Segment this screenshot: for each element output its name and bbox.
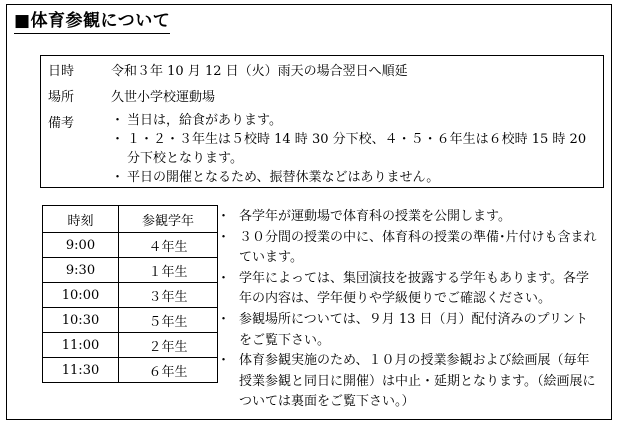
time-cell: 9:00 <box>43 233 119 258</box>
details-list <box>217 207 599 413</box>
detail-text: 各学年が運動場で体育科の授業を公開します。 <box>239 209 511 224</box>
table-row <box>43 333 218 358</box>
time-cell: 10:00 <box>43 283 119 308</box>
date-label: 日時 <box>48 64 75 79</box>
grade-cell: ６年生 <box>119 358 218 383</box>
note-text: 平日の開催となるため、振替休業などはありません。 <box>127 170 440 185</box>
grade-cell: ２年生 <box>119 333 218 358</box>
bullet: ・ <box>217 270 231 286</box>
section-title: ■体育参観について <box>14 10 170 34</box>
info-box <box>40 55 604 188</box>
table-row <box>43 283 218 308</box>
detail-text: 学年によっては、集団演技を披露する学年もあります。各学年の内容は、学年便りや学級便りでご確認ください。 <box>239 270 589 307</box>
table-row <box>43 258 218 283</box>
grade-cell: ４年生 <box>119 233 218 258</box>
table-row <box>43 308 218 333</box>
time-cell: 11:30 <box>43 358 119 383</box>
note-text: １・２・３年生は５校時 14 時 30 分下校、４・５・６年生は６校時 15 時 20 分下校となります。 <box>127 132 587 166</box>
detail-text: 体育参観実施のため、１０月の授業参観および絵画展（毎年授業参観と同日に開催）は中止・延期となります。（絵画展については裏面をご覧下さい。） <box>239 353 596 410</box>
place-label: 場所 <box>48 90 75 105</box>
note-item <box>111 168 597 187</box>
list-item <box>217 207 599 228</box>
list-item <box>217 228 599 269</box>
bullet: ・ <box>111 113 125 128</box>
header-grade: 参観学年 <box>119 206 218 233</box>
bullet: ・ <box>111 132 125 147</box>
header-time: 時刻 <box>43 206 119 233</box>
bullet: ・ <box>217 353 231 369</box>
grade-cell: １年生 <box>119 258 218 283</box>
table-row <box>43 233 218 258</box>
note-item <box>111 130 597 168</box>
bullet: ・ <box>217 209 231 224</box>
detail-text: 参観場所については、９月 13 日（月）配付済みのプリントをご覧下さい。 <box>239 311 589 348</box>
bullet: ・ <box>217 311 231 327</box>
note-text: 当日は，給食があります。 <box>127 113 282 128</box>
time-cell: 9:30 <box>43 258 119 283</box>
table-row <box>43 358 218 383</box>
grade-cell: ５年生 <box>119 308 218 333</box>
list-item <box>217 269 599 310</box>
schedule-table <box>42 205 218 383</box>
grade-cell: ３年生 <box>119 283 218 308</box>
detail-text: ３０分間の授業の中に、体育科の授業の準備･片付けも含まれています。 <box>239 229 597 266</box>
list-item <box>217 310 599 351</box>
note-item <box>111 111 597 130</box>
bullet: ・ <box>217 229 231 245</box>
date-value: 令和３年 10 月 12 日（火）雨天の場合翌日へ順延 <box>111 64 408 79</box>
list-item <box>217 351 599 413</box>
notes-label: 備考 <box>48 116 75 131</box>
place-value: 久世小学校運動場 <box>111 90 216 105</box>
time-cell: 11:00 <box>43 333 119 358</box>
time-cell: 10:30 <box>43 308 119 333</box>
table-header-row <box>43 206 218 233</box>
notes-list <box>111 111 597 187</box>
bullet: ・ <box>111 170 125 185</box>
